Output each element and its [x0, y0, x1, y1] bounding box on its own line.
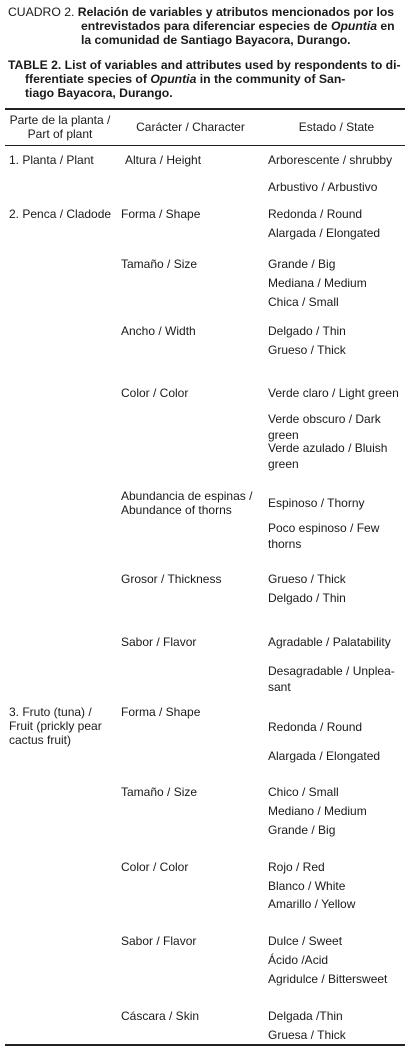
row-part-label: 3. Fruto (tuna) /: [9, 705, 92, 719]
row-state: Grande / Big: [268, 823, 336, 837]
row-state: Verde claro / Light green: [268, 386, 399, 400]
caption-english-line-3: tiago Bayacora, Durango.: [25, 86, 173, 100]
row-character: Tamaño / Size: [121, 257, 198, 271]
caption-english-line-2a: fferentiate species of: [25, 72, 151, 86]
row-state: Agridulce / Bittersweet: [268, 972, 388, 986]
row-state: Arbustivo / Arbustivo: [268, 180, 378, 194]
row-state: Amarillo / Yellow: [268, 897, 356, 911]
row-state: Blanco / White: [268, 879, 346, 893]
row-character: Altura / Height: [125, 153, 202, 167]
row-state: Chica / Small: [268, 295, 339, 309]
caption-english-label: TABLE 2.: [8, 58, 62, 72]
row-part-label: cactus fruit): [9, 733, 72, 747]
row-state: sant: [268, 680, 291, 694]
table-top-rule: [5, 108, 405, 110]
row-state: Ácido /Acid: [268, 953, 329, 967]
row-state: Delgado / Thin: [268, 324, 346, 338]
row-state: Delgado / Thin: [268, 591, 346, 605]
row-state: Redonda / Round: [268, 207, 363, 221]
row-character: Forma / Shape: [121, 705, 201, 719]
header-state: Estado / State: [298, 120, 375, 134]
row-character: Grosor / Thickness: [121, 572, 222, 586]
row-state: Grueso / Thick: [268, 572, 346, 586]
row-state: Dulce / Sweet: [268, 934, 343, 948]
row-character: Forma / Shape: [121, 207, 201, 221]
header-part-of-plant: [5, 113, 115, 141]
row-part-label: 2. Penca / Cladode: [9, 207, 112, 221]
table-header-rule: [5, 145, 405, 146]
row-state: Arborescente / shrubby: [268, 153, 393, 167]
caption-spanish-line-3: la comunidad de Santiago Bayacora, Durango.: [81, 33, 351, 47]
row-character: Cáscara / Skin: [121, 1009, 200, 1023]
row-state: green: [268, 428, 299, 442]
row-state: Grande / Big: [268, 257, 336, 271]
header-part-line-2: Part of plant: [27, 127, 93, 141]
caption-spanish-genus: Opuntia: [330, 19, 378, 33]
row-character: Abundance of thorns: [121, 503, 232, 517]
caption-english-genus: Opuntia: [150, 72, 197, 86]
caption-english-line-2b: in the community of San-: [196, 72, 346, 86]
row-state: thorns: [268, 537, 302, 551]
row-character: Ancho / Width: [121, 324, 196, 338]
row-state: Verde obscuro / Dark: [268, 412, 381, 426]
caption-english: [8, 58, 406, 100]
caption-spanish: [8, 5, 406, 47]
row-part-label: 1. Planta / Plant: [9, 153, 94, 167]
row-state: Verde azulado / Bluish: [268, 441, 388, 455]
header-character: Carácter / Character: [136, 120, 245, 134]
row-state: Mediano / Medium: [268, 804, 367, 818]
row-character: Sabor / Flavor: [121, 934, 197, 948]
row-state: Grueso / Thick: [268, 343, 346, 357]
row-state: Agradable / Palatability: [268, 635, 391, 649]
table-bottom-rule: [5, 1044, 405, 1046]
header-part-line-1: Parte de la planta /: [9, 113, 111, 127]
row-state: green: [268, 457, 299, 471]
row-state: Poco espinoso / Few: [268, 521, 380, 535]
caption-english-line-1: List of variables and attributes used by respondents to di-: [64, 58, 401, 72]
row-character: Color / Color: [121, 386, 189, 400]
row-character: Abundancia de espinas /: [121, 489, 253, 503]
row-state: Alargada / Elongated: [268, 226, 381, 240]
row-state: Gruesa / Thick: [268, 1028, 346, 1042]
row-part-label: Fruit (prickly pear: [9, 719, 102, 733]
caption-spanish-line-2: entrevistados para diferenciar especies de: [81, 19, 331, 33]
row-state: Desagradable / Unplea-: [268, 664, 395, 678]
caption-spanish-label: CUADRO 2.: [8, 5, 75, 19]
row-character: Tamaño / Size: [121, 785, 198, 799]
caption-spanish-line-2-end: en: [377, 19, 395, 33]
row-state: Delgada /Thin: [268, 1009, 343, 1023]
row-state: Alargada / Elongated: [268, 749, 381, 763]
row-state: Mediana / Medium: [268, 276, 367, 290]
caption-spanish-line-1: Relación de variables y atributos mencionados por los: [77, 5, 395, 19]
row-state: Espinoso / Thorny: [268, 496, 365, 510]
row-state: Redonda / Round: [268, 720, 363, 734]
row-character: Color / Color: [121, 860, 189, 874]
row-state: Chico / Small: [268, 785, 339, 799]
row-character: Sabor / Flavor: [121, 635, 197, 649]
row-state: Rojo / Red: [268, 860, 325, 874]
